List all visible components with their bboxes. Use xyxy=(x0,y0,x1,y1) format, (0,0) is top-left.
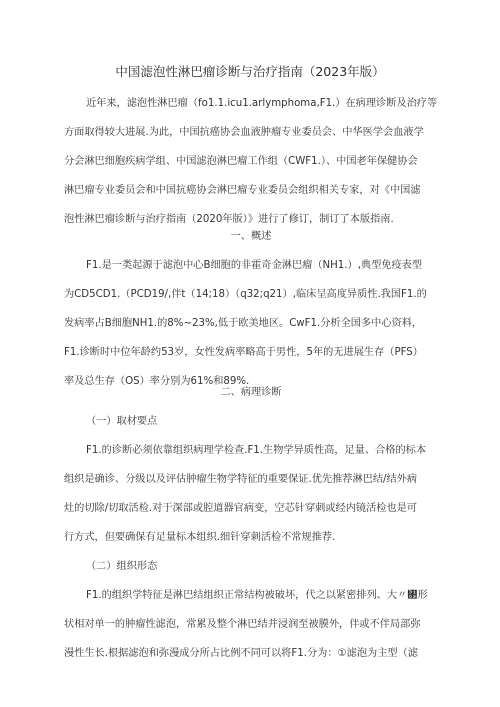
intro-paragraph xyxy=(64,89,438,234)
section-pathology xyxy=(64,378,438,668)
section-overview xyxy=(64,222,438,396)
paragraph-line: 淋巴瘤专业委员会和中国抗癌协会淋巴瘤专业委员会组织相关专家，对《中国滤 xyxy=(64,185,421,196)
paragraph-line: 状相对单一的肿瘤性滤泡，常累及整个淋巴结并浸润至被膜外，伴或不伴局部弥 xyxy=(64,619,421,630)
subsection-heading: （二）组织形态 xyxy=(86,561,158,572)
paragraph-line: 泡性淋巴瘤诊断与治疗指南（2020年版）》进行了修订，制订了本版指南. xyxy=(64,214,394,225)
paragraph-line: 组织是确诊、分级以及评估肿瘤生物学特征的重要保证.优先推荐淋巴结/结外病 xyxy=(64,474,418,485)
paragraph-line: 近年来，滤泡性淋巴瘤（fo1.1.icu1.arlymphoma,F1.）在病理诊断及治疗等 xyxy=(86,98,438,109)
paragraph-line: F1.的诊断必须依靠组织病理学检查.F1.生物学异质性高，足量、合格的标本 xyxy=(86,445,427,456)
subsection-heading: （一）取材要点 xyxy=(86,416,158,427)
paragraph-line: 为CD5CD1.（PCD19/,伴t（14;18）（q32;q21）,临床呈高度异质性.我国F1.的 xyxy=(64,289,427,300)
paragraph-line: 漫性生长.根据滤泡和弥漫成分所占比例不同可以将F1.分为：①滤泡为主型（滤 xyxy=(64,648,418,659)
section-heading: 二、病理诊断 xyxy=(220,387,282,398)
paragraph-line: F1.诊断时中位年龄约53岁，女性发病率略高于男性，5年的无进展生存（PFS） xyxy=(64,347,423,358)
paragraph-line: 率及总生存（OS）率分别为61%和89%. xyxy=(64,376,250,387)
paragraph-line: 行方式，但要确保有足量标本组织.细针穿刺活检不常规推荐. xyxy=(64,532,336,543)
paragraph-line: 灶的切除/切取活检.对于深部或腔道器官病变，空芯针穿刺或经内镜活检也是可 xyxy=(64,503,418,514)
paragraph-line: F1.是一类起源于滤泡中心B细胞的非霍奇金淋巴瘤（NH1.）,典型免疫表型 xyxy=(86,260,423,271)
section-heading: 一、概述 xyxy=(230,231,272,242)
paragraph-line: 分会淋巴细胞疾病学组、中国滤泡淋巴瘤工作组（CWF1.）、中国老年保健协会 xyxy=(64,156,418,167)
paragraph-line: 方面取得较大进展.为此，中国抗癌协会血液肿瘤专业委员会、中华医学会血液学 xyxy=(64,127,424,138)
paragraph-line: 发病率占B细胞NH1.的8%~23%,低于欧美地区。CwF1.分析全国多中心资料， xyxy=(64,318,423,329)
paragraph-line: F1.的组织学特征是淋巴结组织正常结构被破坏，代之以紧密排列、大〃㄃形 xyxy=(86,590,428,601)
document-title: 中国滤泡性淋巴瘤诊断与治疗指南（2023年版） xyxy=(115,64,385,79)
